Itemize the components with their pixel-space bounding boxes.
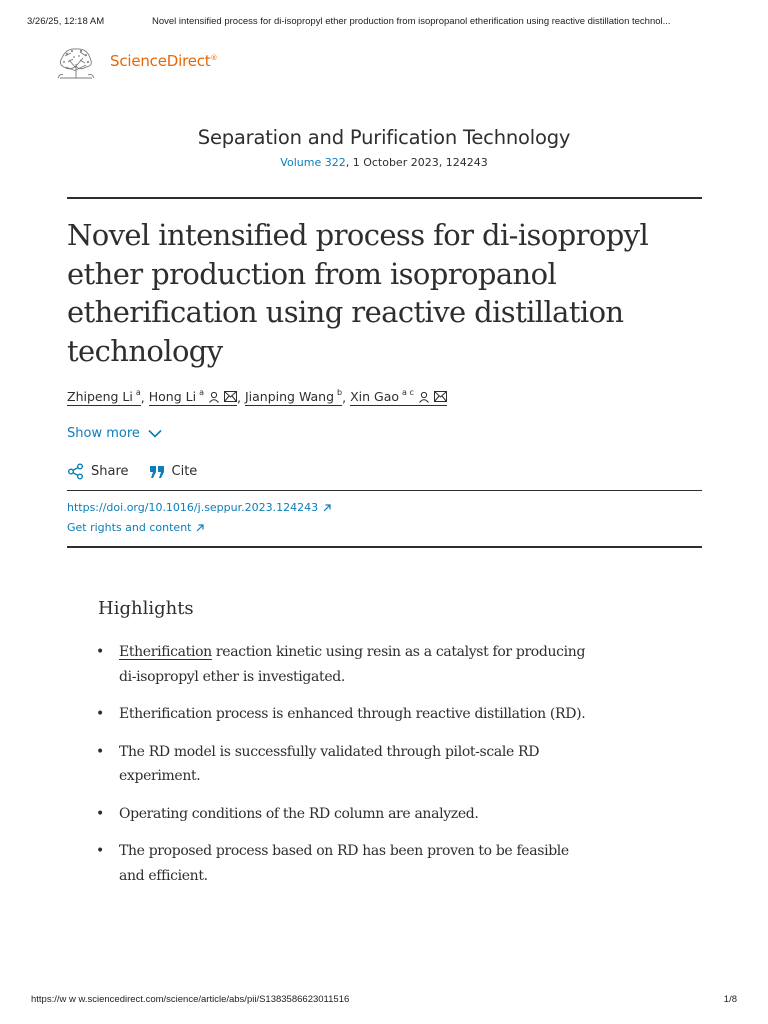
- author-separator: ,: [236, 390, 241, 405]
- person-icon: [208, 391, 220, 403]
- print-datetime: 3/26/25, 12:18 AM: [27, 16, 105, 27]
- author-separator: ,: [342, 390, 347, 405]
- author-link[interactable]: [245, 389, 342, 406]
- highlight-text: Etherification process is enhanced through reactive distillation (RD).: [119, 706, 586, 722]
- show-more-button[interactable]: [67, 426, 162, 441]
- volume-link[interactable]: Volume 322: [280, 156, 346, 169]
- divider: [67, 490, 702, 491]
- highlight-text: The RD model is successfully validated through pilot-scale RD experiment.: [119, 743, 540, 784]
- author-name: Zhipeng Li: [67, 389, 133, 404]
- author-list: [67, 389, 447, 406]
- author-link[interactable]: [149, 389, 237, 406]
- envelope-icon: [434, 391, 447, 402]
- cite-label: Cite: [171, 464, 198, 479]
- brand-name: ScienceDirect: [110, 52, 211, 70]
- bullet: •: [96, 805, 104, 822]
- sciencedirect-logo[interactable]: [110, 52, 217, 70]
- rights-text: Get rights and content: [67, 521, 192, 534]
- brand-trademark: ®: [210, 54, 218, 62]
- external-link-icon: [196, 524, 204, 532]
- list-item: [96, 702, 596, 727]
- highlight-text: Operating conditions of the RD column are analyzed.: [119, 805, 479, 822]
- print-url: https://w w w.sciencedirect.com/science/article/abs/pii/S1383586623011516: [31, 994, 350, 1005]
- highlight-text: reaction kinetic using resin as a catalyst for producing di-isopropyl ether is investigated.: [119, 644, 586, 685]
- share-label: Share: [91, 464, 129, 479]
- share-icon: [67, 463, 84, 480]
- page-number: 1/8: [723, 994, 737, 1005]
- list-item: [96, 640, 596, 689]
- rights-link[interactable]: [67, 521, 204, 534]
- chevron-down-icon: [148, 429, 162, 438]
- external-link-icon: [323, 504, 331, 512]
- person-icon: [418, 391, 430, 403]
- show-more-label: Show more: [67, 426, 140, 441]
- author-link[interactable]: [67, 389, 141, 406]
- list-item: [96, 839, 596, 888]
- quote-icon: [149, 465, 165, 479]
- author-separator: ,: [140, 390, 145, 405]
- keyword-link[interactable]: Etherification: [119, 644, 212, 660]
- doi-link[interactable]: [67, 501, 331, 514]
- article-actions: [67, 463, 217, 480]
- bullet: •: [96, 743, 104, 760]
- author-affiliation: a: [135, 388, 141, 397]
- bullet: •: [96, 706, 104, 722]
- author-name: Xin Gao: [350, 389, 400, 404]
- highlight-text: The proposed process based on RD has been proven to be feasible and efficient.: [119, 843, 569, 884]
- author-link[interactable]: [350, 389, 447, 406]
- elsevier-tree-icon[interactable]: [52, 44, 100, 82]
- author-affiliation: b: [337, 388, 343, 397]
- author-name: Jianping Wang: [244, 389, 335, 404]
- volume-details: , 1 October 2023, 124243: [345, 156, 488, 169]
- list-item: [96, 802, 596, 827]
- doi-text: https://doi.org/10.1016/j.seppur.2023.124243: [67, 501, 319, 514]
- divider: [67, 197, 702, 199]
- bullet: •: [96, 843, 104, 859]
- journal-volume: [0, 156, 768, 169]
- highlights-list: [96, 640, 596, 901]
- bullet: •: [96, 644, 104, 660]
- highlights-heading: Highlights: [98, 598, 194, 619]
- share-button[interactable]: [67, 463, 129, 480]
- journal-name[interactable]: Separation and Purification Technology: [197, 126, 571, 149]
- author-name: Hong Li: [148, 389, 197, 404]
- envelope-icon: [224, 391, 237, 402]
- cite-button[interactable]: [149, 464, 198, 479]
- print-page-title: Novel intensified process for di-isopropyl ether production from isopropanol etherification using reactive distillation technol...: [152, 16, 671, 27]
- author-affiliation: a: [199, 388, 204, 397]
- article-title: Novel intensified process for di-isopropyl ether production from isopropanol etherification using reactive distillation technology: [67, 218, 649, 368]
- author-affiliation: a c: [402, 388, 414, 397]
- list-item: [96, 740, 596, 789]
- divider: [67, 546, 702, 548]
